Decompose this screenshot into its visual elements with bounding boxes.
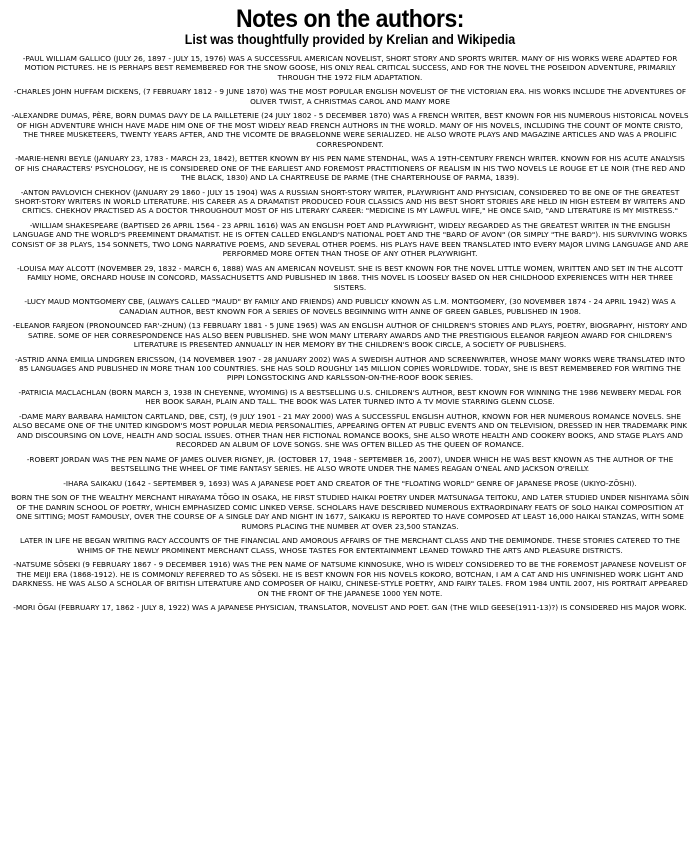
- author-note-gallico: -PAUL WILLIAM GALLICO (JULY 26, 1897 - JULY 15, 1976) WAS A SUCCESSFUL AMERICAN NOVELIST, SHORT STORY AND SPORTS WRITER. MANY OF HIS WORKS WERE ADAPTED FOR MOTION PICTURES. HE IS PERHAPS BEST REMEMBERED FOR THE SNOW GOOSE, HIS ONLY REAL CRITICAL SUCCESS, AND FOR THE NOVEL THE POSEIDON ADVENTURE, PRIMARILY THROUGH THE 1972 FILM ADAPTATION.: [22, 54, 678, 82]
- author-note-soseki: -NATSUME SŌSEKI (9 FEBRUARY 1867 - 9 DECEMBER 1916) WAS THE PEN NAME OF NATSUME KINNOSUKE, WHO IS WIDELY CONSIDERED TO BE THE FOREMOST JAPANESE NOVELIST OF THE MEIJI ERA (1868-1912). HE IS COMMONLY REFERRED TO AS SŌSEKI. HE IS BEST KNOWN FOR HIS NOVELS KOKORO, BOTCHAN, I AM A CAT AND HIS UNFINISHED WORK LIGHT AND DARKNESS. HE WAS ALSO A SCHOLAR OF BRITISH LITERATURE AND COMPOSER OF HAIKU, CHINESE-STYLE POETRY, AND FAIRY TALES. FROM 1984 UNTIL 2007, HIS PORTRAIT APPEARED ON THE FRONT OF THE JAPANESE 1000 YEN NOTE.: [12, 560, 688, 598]
- author-note-stendhal: -MARIE-HENRI BEYLE (JANUARY 23, 1783 - MARCH 23, 1842), BETTER KNOWN BY HIS PEN NAME STENDHAL, WAS A 19TH-CENTURY FRENCH WRITER. KNOWN FOR HIS ACUTE ANALYSIS OF HIS CHARACTERS' PSYCHOLOGY, HE IS CONSIDERED ONE OF THE EARLIEST AND FOREMOST PRACTITIONERS OF REALISM IN HIS TWO NOVELS LE ROUGE ET LE NOIR (THE RED AND THE BLACK, 1830) AND LA CHARTREUSE DE PARME (THE CHARTERHOUSE OF PARMA, 1839).: [14, 154, 686, 183]
- author-note-chekhov: -ANTON PAVLOVICH CHEKHOV (JANUARY 29 1860 - JULY 15 1904) WAS A RUSSIAN SHORT-STORY WRITER, PLAYWRIGHT AND PHYSICIAN, CONSIDERED TO BE ONE OF THE GREATEST SHORT-STORY WRITERS IN WORLD LITERATURE. HIS CAREER AS A DRAMATIST PRODUCED FOUR CLASSICS AND HIS BEST SHORT STORIES ARE HELD IN HIGH ESTEEM BY WRITERS AND CRITICS. CHEKHOV PRACTISED AS A DOCTOR THROUGHOUT MOST OF HIS LITERARY CAREER: "MEDICINE IS MY LAWFUL WIFE," HE ONCE SAID, "AND LITERATURE IS MY MISTRESS.": [14, 187, 686, 216]
- author-note-cartland: -DAME MARY BARBARA HAMILTON CARTLAND, DBE, CSTJ, (9 JULY 1901 - 21 MAY 2000) WAS A SUCCESSFUL ENGLISH AUTHOR, KNOWN FOR HER NUMEROUS ROMANCE NOVELS. SHE ALSO BECAME ONE OF THE UNITED KINGDOM'S MOST POPULAR MEDIA PERSONALITIES, APPEARING OFTEN AT PUBLIC EVENTS AND ON TELEVISION, DRESSED IN HER TRADEMARK PINK AND DISCOURSING ON LOVE, HEALTH AND SOCIAL ISSUES. OTHER THAN HER FICTIONAL ROMANCE BOOKS, SHE ALSO WROTE HEALTH AND COOKERY BOOKS, AND STAGE PLAYS AND RECORDED AN ALBUM OF LOVE SONGS. SHE WAS OFTEN BILLED AS THE QUEEN OF ROMANCE.: [12, 412, 688, 450]
- author-note-jordan: -ROBERT JORDAN WAS THE PEN NAME OF JAMES OLIVER RIGNEY, JR. (OCTOBER 17, 1948 - SEPTEMBER 16, 2007), UNDER WHICH HE WAS BEST KNOWN AS THE AUTHOR OF THE BESTSELLING THE WHEEL OF TIME FANTASY SERIES. HE ALSO WROTE UNDER THE NAMES REAGAN O'NEAL AND JACKSON O'REILLY.: [26, 454, 674, 474]
- author-note-montgomery: -LUCY MAUD MONTGOMERY CBE, (ALWAYS CALLED "MAUD" BY FAMILY AND FRIENDS) AND PUBLICLY KNOWN AS L.M. MONTGOMERY, (30 NOVEMBER 1874 - 24 APRIL 1942) WAS A CANADIAN AUTHOR, BEST KNOWN FOR A SERIES OF NOVELS BEGINNING WITH ANNE OF GREEN GABLES, PUBLISHED IN 1908.: [24, 297, 676, 316]
- author-note-dickens: -CHARLES JOHN HUFFAM DICKENS, (7 FEBRUARY 1812 - 9 JUNE 1870) WAS THE MOST POPULAR ENGLISH NOVELIST OF THE VICTORIAN ERA. HIS WORKS INCLUDE THE ADVENTURES OF OLIVER TWIST, A CHRISTMAS CAROL AND MANY MORE: [13, 87, 687, 106]
- author-note-dumas: -ALEXANDRE DUMAS, PÈRE, BORN DUMAS DAVY DE LA PAILLETERIE (24 JULY 1802 - 5 DECEMBER 1870) WAS A FRENCH WRITER, BEST KNOWN FOR HIS NUMEROUS HISTORICAL NOVELS OF HIGH ADVENTURE WHICH HAVE MADE HIM ONE OF THE MOST WIDELY READ FRENCH AUTHORS IN THE WORLD. MANY OF HIS NOVELS, INCLUDING THE COUNT OF MONTE CRISTO, THE THREE MUSKETEERS, TWENTY YEARS AFTER, AND THE VICOMTE DE BRAGELONNE WERE SERIALIZED. HE ALSO WROTE PLAYS AND MAGAZINE ARTICLES AND WAS A PROLIFIC CORRESPONDENT.: [11, 111, 689, 149]
- author-note-saikaku-life: BORN THE SON OF THE WEALTHY MERCHANT HIRAYAMA TŌGO IN OSAKA, HE FIRST STUDIED HAIKAI POETRY UNDER MATSUNAGA TEITOKU, AND LATER STUDIED UNDER NISHIYAMA SŌIN OF THE DANRIN SCHOOL OF POETRY, WHICH EMPHASIZED COMIC LINKED VERSE. SCHOLARS HAVE DESCRIBED NUMEROUS EXTRAORDINARY FEATS OF SOLO HAIKAI COMPOSITION AT ONE SITTING; MOST FAMOUSLY, OVER THE COURSE OF A SINGLE DAY AND NIGHT IN 1677, SAIKAKU IS REPORTED TO HAVE COMPOSED AT LEAST 16,000 HAIKAI STANZAS, WITH SOME RUMORS PLACING THE NUMBER AT OVER 23,500 STANZAS.: [11, 493, 689, 531]
- author-note-alcott: -LOUISA MAY ALCOTT (NOVEMBER 29, 1832 - MARCH 6, 1888) WAS AN AMERICAN NOVELIST. SHE IS BEST KNOWN FOR THE NOVEL LITTLE WOMEN, WRITTEN AND SET IN THE ALCOTT FAMILY HOME, ORCHARD HOUSE IN CONCORD, MASSACHUSETTS AND PUBLISHED IN 1868. THIS NOVEL IS LOOSELY BASED ON HER CHILDHOOD EXPERIENCES WITH HER THREE SISTERS.: [17, 263, 683, 292]
- author-notes-list: [10, 54, 690, 613]
- page-title: Notes on the authors:: [235, 5, 465, 33]
- author-note-saikaku-later: LATER IN LIFE HE BEGAN WRITING RACY ACCOUNTS OF THE FINANCIAL AND AMOROUS AFFAIRS OF THE MERCHANT CLASS AND THE DEMIMONDE. THESE STORIES CATERED TO THE WHIMS OF THE NEWLY PROMINENT MERCHANT CLASS, WHOSE TASTES FOR ENTERTAINMENT LEANED TOWARD THE ARTS AND PLEASURE DISTRICTS.: [20, 536, 680, 555]
- author-note-saikaku: -IHARA SAIKAKU (1642 - SEPTEMBER 9, 1693) WAS A JAPANESE POET AND CREATOR OF THE "FLOATING WORLD" GENRE OF JAPANESE PROSE (UKIYO-ZŌSHI).: [63, 478, 637, 488]
- author-note-farjeon: -ELEANOR FARJEON (PRONOUNCED FAR'-ZHUN) (13 FEBRUARY 1881 - 5 JUNE 1965) WAS AN ENGLISH AUTHOR OF CHILDREN'S STORIES AND PLAYS, POETRY, BIOGRAPHY, HISTORY AND SATIRE. SOME OF HER CORRESPONDENCE HAS ALSO BEEN PUBLISHED. SHE WON MANY LITERARY AWARDS AND THE PRESTIGIOUS ELEANOR FARJEON AWARD FOR CHILDREN'S LITERATURE IS PRESENTED ANNUALLY IN HER MEMORY BY THE CHILDREN'S BOOK CIRCLE, A SOCIETY OF PUBLISHERS.: [12, 321, 688, 350]
- author-note-maclachlan: -PATRICIA MACLACHLAN (BORN MARCH 3, 1938 IN CHEYENNE, WYOMING) IS A BESTSELLING U.S. CHILDREN'S AUTHOR, BEST KNOWN FOR WINNING THE 1986 NEWBERY MEDAL FOR HER BOOK SARAH, PLAIN AND TALL. THE BOOK WAS LATER TURNED INTO A TV MOVIE STARRING GLENN CLOSE.: [18, 388, 682, 407]
- author-note-ogai: -MORI ŌGAI (FEBRUARY 17, 1862 - JULY 8, 1922) WAS A JAPANESE PHYSICIAN, TRANSLATOR, NOVELIST AND POET. GAN (THE WILD GEESE(1911-13)?) IS CONSIDERED HIS MAJOR WORK.: [13, 603, 687, 613]
- page-subtitle: List was thoughtfully provided by Krelian and Wikipedia: [184, 32, 516, 47]
- author-note-lindgren: -ASTRID ANNA EMILIA LINDGREN ERICSSON, (14 NOVEMBER 1907 - 28 JANUARY 2002) WAS A SWEDISH AUTHOR AND SCREENWRITER, WHOSE MANY WORKS WERE TRANSLATED INTO 85 LANGUAGES AND PUBLISHED IN MORE THAN 100 COUNTRIES. SHE HAS SOLD ROUGHLY 145 MILLION COPIES WORLDWIDE. TODAY, SHE IS BEST REMEMBERED FOR WRITING THE PIPPI LONGSTOCKING AND KARLSSON-ON-THE-ROOF BOOK SERIES.: [15, 354, 685, 383]
- author-note-shakespeare: -WILLIAM SHAKESPEARE (BAPTISED 26 APRIL 1564 - 23 APRIL 1616) WAS AN ENGLISH POET AND PLAYWRIGHT, WIDELY REGARDED AS THE GREATEST WRITER IN THE ENGLISH LANGUAGE AND THE WORLD'S PREEMINENT DRAMATIST. HE IS OFTEN CALLED ENGLAND'S NATIONAL POET AND THE "BARD OF AVON" (OR SIMPLY "THE BARD"). HIS SURVIVING WORKS CONSIST OF 38 PLAYS, 154 SONNETS, TWO LONG NARRATIVE POEMS, AND SEVERAL OTHER POEMS. HIS PLAYS HAVE BEEN TRANSLATED INTO EVERY MAJOR LIVING LANGUAGE AND ARE PERFORMED MORE OFTEN THAN THOSE OF ANY OTHER PLAYWRIGHT.: [11, 221, 689, 259]
